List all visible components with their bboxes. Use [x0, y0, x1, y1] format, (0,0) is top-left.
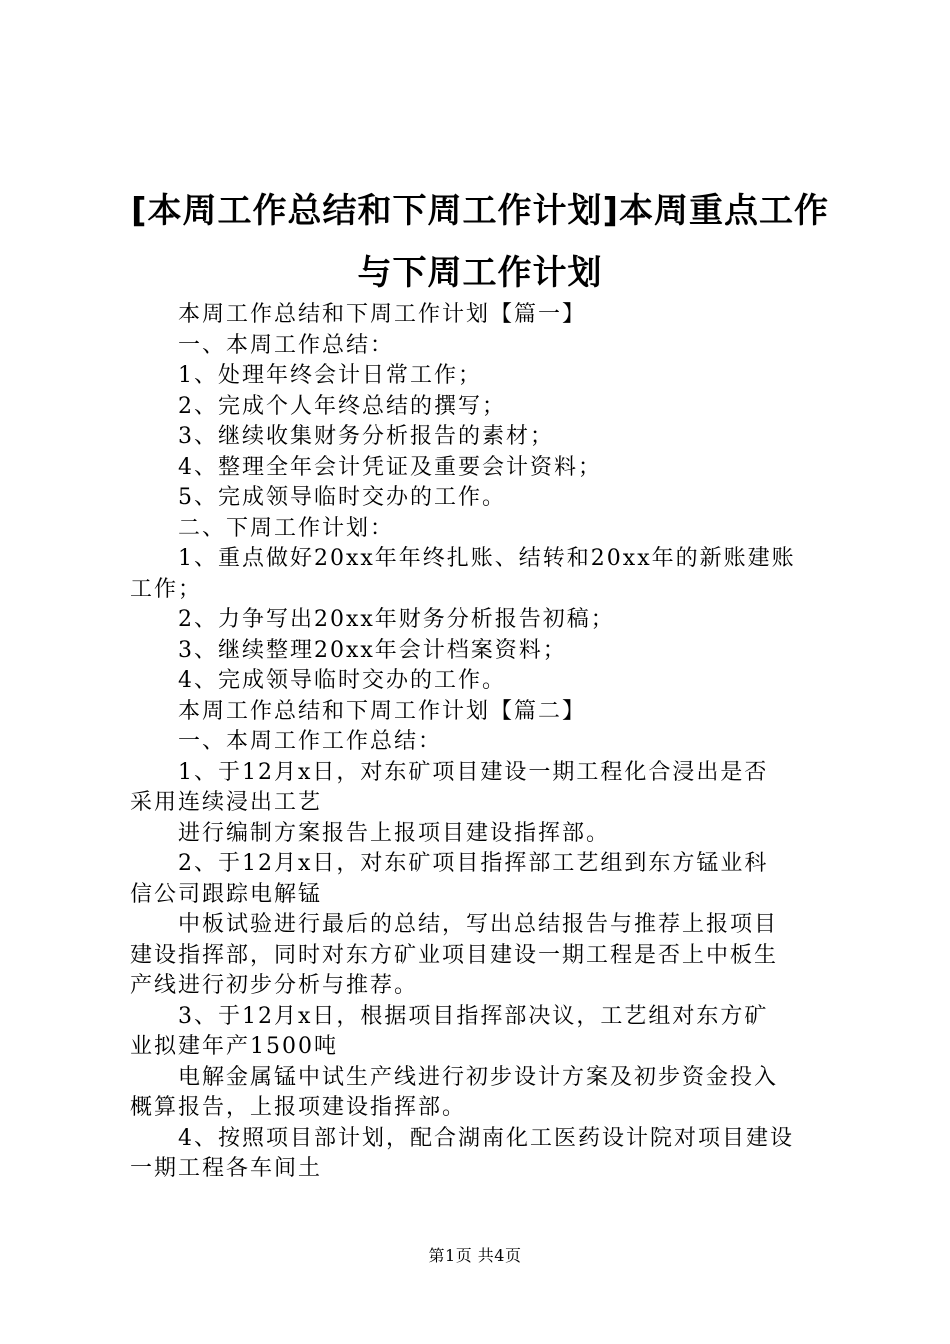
body-line: 4、按照项目部计划，配合湖南化工医药设计院对项目建设 [178, 1125, 794, 1151]
title-line-1: [本周工作总结和下周工作计划]本周重点工作 [130, 191, 830, 231]
body-line: 3、继续收集财务分析报告的素材； [178, 424, 554, 449]
body-line: 本周工作总结和下周工作计划【篇一】 [178, 302, 587, 327]
body-line: 业拟建年产1500吨 [130, 1034, 338, 1059]
title-line-2: 与下周工作计划 [357, 253, 603, 293]
body-line: 中板试验进行最后的总结，写出总结报告与推荐上报项目 [178, 912, 779, 937]
body-line: 进行编制方案报告上报项目建设指挥部。 [178, 820, 611, 846]
body-line: 1、重点做好20xx年年终扎账、结转和20xx年的新账建账 [178, 546, 796, 571]
body-line: 产线进行初步分析与推荐。 [130, 973, 419, 998]
body-line: 概算报告，上报项建设指挥部。 [130, 1095, 467, 1120]
body-line: 1、处理年终会计日常工作； [178, 363, 482, 388]
body-line: 采用连续浸出工艺 [130, 790, 323, 815]
page-footer: 第1页 共4页 [428, 1246, 522, 1265]
body-line: 电解金属锰中试生产线进行初步设计方案及初步资金投入 [178, 1064, 779, 1090]
body-line: 5、完成领导临时交办的工作。 [178, 485, 506, 510]
body-line: 3、继续整理20xx年会计档案资料； [178, 637, 567, 663]
body-line: 一、本周工作总结： [178, 332, 395, 358]
body-line: 工作； [130, 576, 203, 602]
document-body [130, 300, 830, 1185]
body-line: 建设指挥部，同时对东方矿业项目建设一期工程是否上中板生 [130, 942, 779, 968]
body-line: 一、本周工作工作总结： [178, 729, 443, 754]
body-line: 2、力争写出20xx年财务分析报告初稿； [178, 607, 615, 632]
body-line: 1、于12月x日，对东矿项目建设一期工程化合浸出是否 [178, 759, 769, 785]
body-line: 一期工程各车间土 [130, 1156, 323, 1181]
body-line: 4、完成领导临时交办的工作。 [178, 668, 506, 693]
body-line: 4、整理全年会计凭证及重要会计资料； [178, 454, 602, 480]
body-line: 3、于12月x日，根据项目指挥部决议，工艺组对东方矿 [178, 1003, 769, 1029]
document-title [120, 180, 840, 304]
body-line: 2、完成个人年终总结的撰写； [178, 393, 506, 419]
body-line: 二、下周工作计划： [178, 515, 395, 541]
body-line: 信公司跟踪电解锰 [130, 881, 323, 907]
body-line: 本周工作总结和下周工作计划【篇二】 [178, 698, 587, 724]
body-line: 2、于12月x日，对东矿项目指挥部工艺组到东方锰业科 [178, 851, 769, 876]
